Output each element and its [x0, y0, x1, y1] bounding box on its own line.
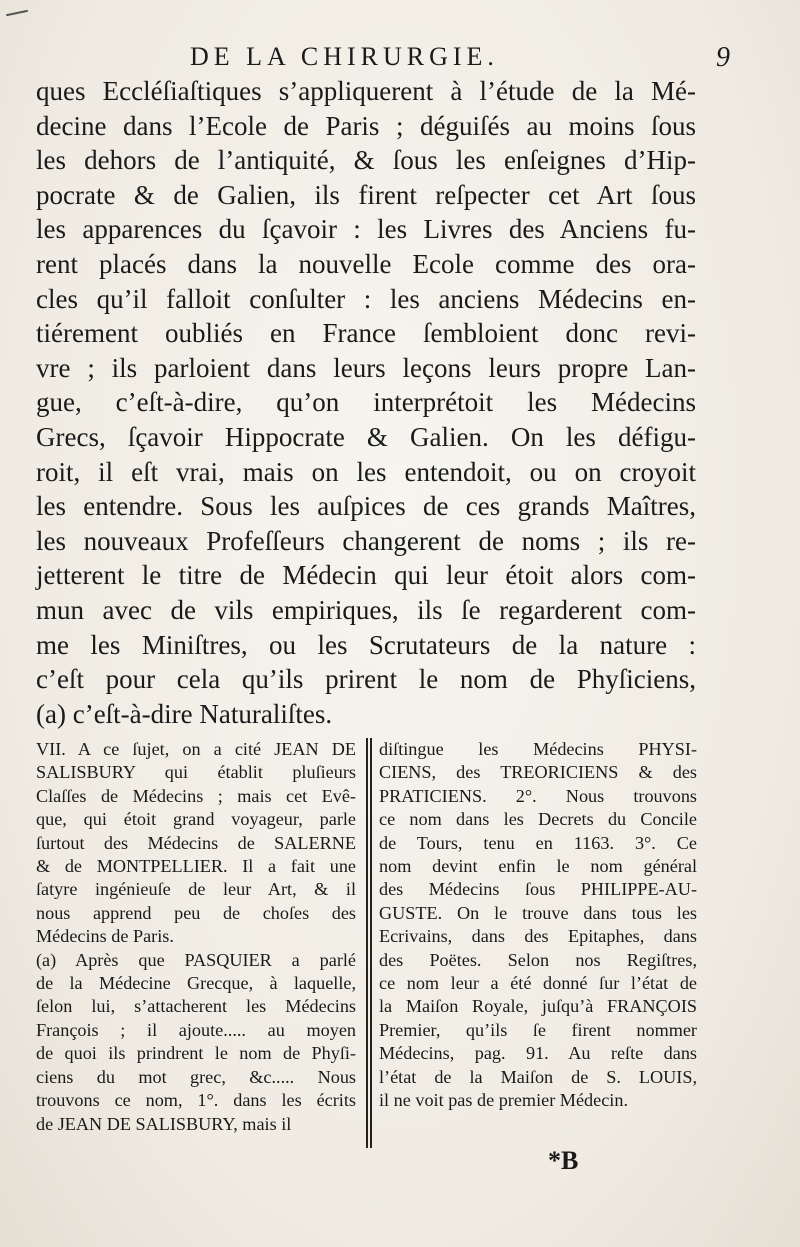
text-line: Médecins, pag. 91. Au reſte dans [379, 1043, 697, 1064]
text-line: ſurtout des Médecins de SALERNE [36, 832, 356, 853]
footnote-column-right [379, 738, 697, 1113]
catchword: *B [548, 1146, 579, 1175]
text-line: ciens du mot grec, &c..... Nous [36, 1066, 356, 1087]
text-line: roit, il eſt vrai, mais on les entendoit, ou on croyoit [36, 456, 696, 487]
text-line: me les Miniſtres, ou les Scrutateurs de la nature : [36, 629, 696, 660]
text-line: pocrate & de Galien, ils firent reſpecter cet Art ſous [36, 179, 696, 210]
text-line: que, qui étoit grand voyageur, parle [36, 809, 356, 830]
text-line: Claſſes de Médecins ; mais cet Evê- [36, 785, 356, 806]
text-line: ſelon lui, s’attacherent les Médecins [36, 996, 356, 1017]
text-line: de Tours, tenu en 1163. 3°. Ce [379, 832, 697, 853]
text-line: de quoi ils prindrent le nom de Phyſi- [36, 1043, 356, 1064]
text-line: SALISBURY qui établit pluſieurs [36, 762, 356, 783]
text-line: de JEAN DE SALISBURY, mais il [36, 1113, 292, 1134]
text-line: cles qu’il falloit conſulter : les anciens Médecins en- [36, 283, 696, 314]
text-line: Ecrivains, dans des Epitaphes, dans [379, 926, 697, 947]
column-divider [366, 738, 372, 1148]
text-line: ce nom leur a été donné ſur l’état de [379, 973, 697, 994]
text-line: vre ; ils parloient dans leurs leçons leurs propre Lan- [36, 352, 696, 383]
text-line: mun avec de vils empiriques, ils ſe regarderent com- [36, 594, 696, 625]
page-header [40, 42, 740, 78]
text-line: les dehors de l’antiquité, & ſous les enſeignes d’Hip- [36, 145, 696, 176]
main-paragraph [36, 74, 696, 731]
text-line: c’eſt pour cela qu’ils prirent le nom de Phyſiciens, [36, 664, 696, 695]
text-line: les entendre. Sous les auſpices de ces grands Maîtres, [36, 491, 696, 522]
text-line: nom devint enfin le nom général [379, 856, 697, 877]
text-line: l’état de la Maiſon de S. LOUIS, [379, 1066, 697, 1087]
text-line: (a) Après que PASQUIER a parlé [36, 949, 356, 970]
text-line: ce nom dans les Decrets du Concile [379, 809, 697, 830]
text-line: des Poëtes. Selon nos Regiſtres, [379, 949, 697, 970]
text-line: les nouveaux Profeſſeurs changerent de noms ; ils re- [36, 525, 696, 556]
text-line: decine dans l’Ecole de Paris ; déguiſés au moins ſous [36, 110, 696, 141]
text-line: Premier, qu’ils ſe firent nommer [379, 1019, 697, 1040]
footnote-columns [36, 738, 700, 1148]
text-line: nous apprend peu de choſes des [36, 902, 356, 923]
text-line: GUSTE. On le trouve dans tous les [379, 902, 697, 923]
text-line: les apparences du ſçavoir : les Livres des Anciens fu- [36, 214, 696, 245]
text-line: des Médecins ſous PHILIPPE-AU- [379, 879, 697, 900]
text-line: Médecins de Paris. [36, 926, 174, 947]
text-line: jetterent le titre de Médecin qui leur étoit alors com- [36, 560, 696, 591]
text-line: PRATICIENS. 2°. Nous trouvons [379, 785, 697, 806]
text-line: ques Eccléſiaſtiques s’appliquerent à l’étude de la Mé- [36, 76, 696, 106]
text-line: rent placés dans la nouvelle Ecole comme des ora- [36, 248, 696, 279]
text-line: (a) c’eſt-à-dire Naturaliſtes. [36, 698, 333, 729]
page-number: 9 [716, 42, 730, 73]
ink-mark [6, 10, 28, 17]
text-line: trouvons ce nom, 1°. dans les écrits [36, 1090, 356, 1111]
text-line: François ; il ajoute..... au moyen [36, 1019, 356, 1040]
text-line: diſtingue les Médecins PHYSI- [379, 739, 697, 759]
text-line: gue, c’eſt-à-dire, qu’on interprétoit les Médecins [36, 387, 696, 418]
footnote-column-left [36, 738, 356, 1136]
text-line: ſatyre ingénieuſe de leur Art, & il [36, 879, 356, 900]
text-line: il ne voit pas de premier Médecin. [379, 1090, 628, 1111]
text-line: de la Médecine Grecque, à laquelle, [36, 973, 356, 994]
running-title: DE LA CHIRURGIE. [190, 42, 499, 71]
text-line: Grecs, ſçavoir Hippocrate & Galien. On les défigu- [36, 421, 696, 452]
text-line: CIENS, des TREORICIENS & des [379, 762, 697, 783]
text-line: tiérement oubliés en France ſembloient donc revi- [36, 318, 696, 349]
text-line: la Maiſon Royale, juſqu’à FRANÇOIS [379, 996, 697, 1017]
text-line: VII. A ce ſujet, on a cité JEAN DE [36, 739, 356, 759]
text-line: & de MONTPELLIER. Il a fait une [36, 856, 356, 877]
